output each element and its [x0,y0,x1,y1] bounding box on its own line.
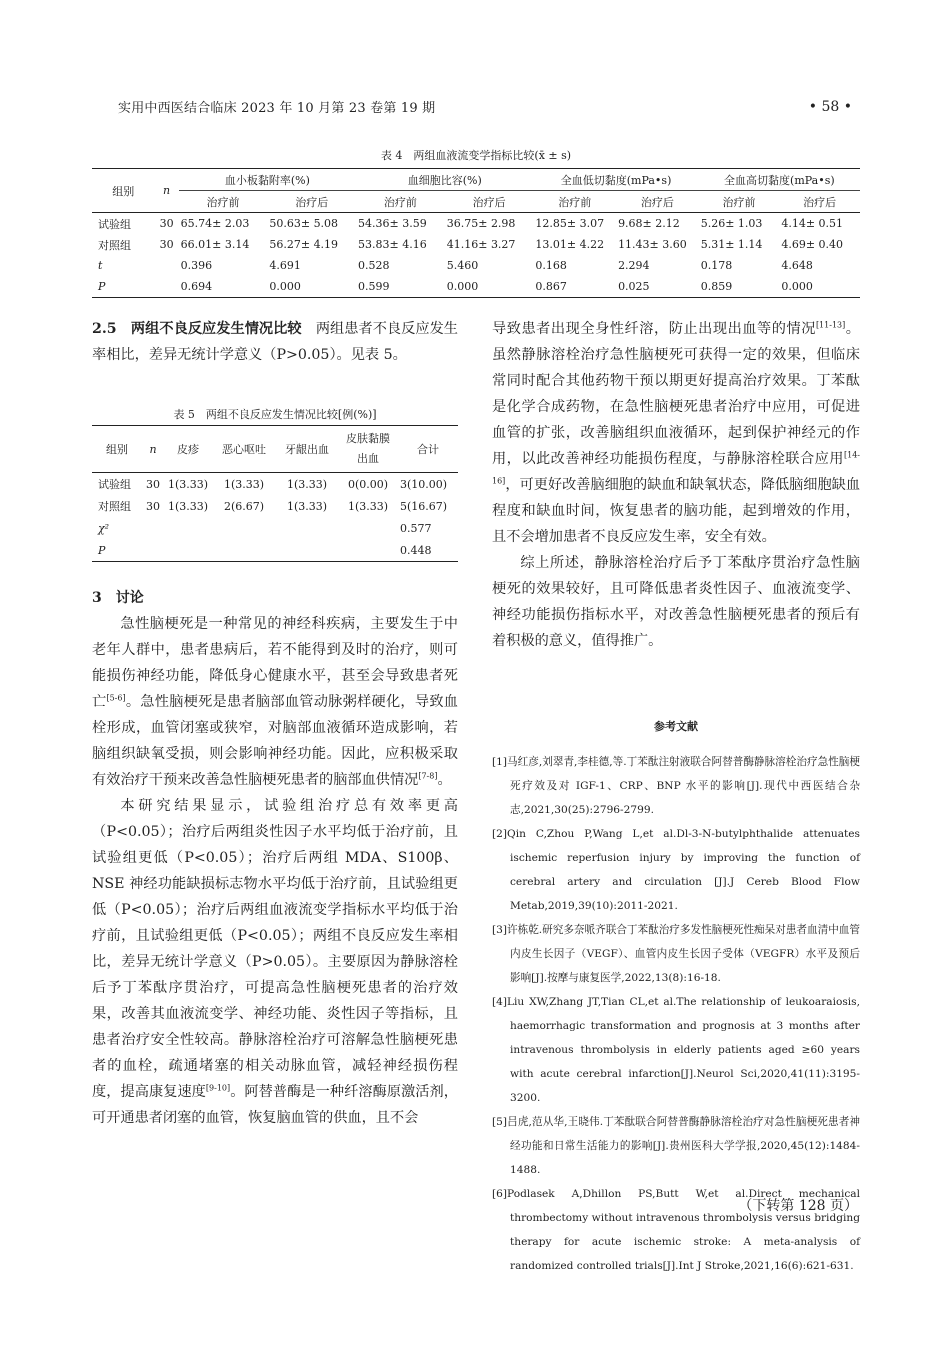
table-cell: 4.691 [269,259,301,272]
t4-col-group: 组别 [92,169,154,213]
table-cell [164,517,212,539]
table-cell: P [98,280,106,293]
table-cell: 1(3.33) [286,477,328,491]
table-cell: 0.000 [269,280,301,293]
table-cell: 0.000 [446,280,479,293]
table-cell: 0.178 [700,259,733,272]
t4-subheader: 治疗后 [472,195,506,209]
table4-caption: 表 4 两组血液流变学指标比较(x̄ ± s) [380,149,572,162]
t5-header: 皮疹 [177,443,199,456]
table-cell: t [98,259,103,272]
table-cell [142,539,164,562]
table-cell [338,517,398,539]
table-cell: 9.68± 2.12 [618,217,680,230]
t4-subheader: 治疗后 [295,195,329,209]
table-cell: 12.85± 3.07 [535,217,605,230]
table-cell: 53.83± 4.16 [358,238,427,251]
journal-header: 实用中西医结合临床 2023 年 10 月第 23 卷第 19 期 [118,101,436,116]
section-2-5 [92,316,458,368]
t4-subheader: 治疗前 [722,195,756,209]
table-cell: 13.01± 4.22 [535,238,605,251]
table-cell [338,539,398,562]
table-cell: 0.694 [180,280,213,293]
table-cell: 5(16.67) [400,499,448,513]
section-2-5-text: 两组患者不良反应发生率相比，差异无统计学意义（P>0.05）。见表 5。 [92,321,458,363]
t5-header: n [149,442,157,456]
references [492,704,860,1278]
reference-item: [5]吕虎,范从华,王晓伟.丁苯酞联合阿替普酶静脉溶栓治疗对急性脑梗死患者神经功能和日常生活能力的影响[J].贵州医科大学学报,2020,45(12):1484-1488. [492,1116,860,1176]
table-cell: 4.648 [781,259,813,272]
discussion-right [492,316,860,654]
table-cell: 0.025 [618,280,650,293]
table-cell: 30 [146,477,160,491]
reference-item: [2]Qin C,Zhou P,Wang L,et al.Dl-3-N-butylphthalide attenuates ischemic reperfusion injury by improving the function of cerebral artery and circulation [J].J Cereb Blood Flow Metab,2019,39(10):2011-2021. [492,828,860,912]
table-cell: 试验组 [98,478,131,491]
t5-header: 组别 [106,443,128,456]
t4-subheader: 治疗前 [206,195,240,209]
table-cell: 1(3.33) [286,499,328,513]
table-cell: 2(6.67) [223,499,265,513]
table-cell: 2.294 [618,259,650,272]
continued-note: （下转第 128 页） [738,1198,858,1214]
section-3-heading: 3 讨论 [92,590,144,606]
reference-item: [6]Podlasek A,Dhillon PS,Butt W,et al.Direct mechanical thrombectomy without intravenous thrombolysis versus bridging therapy for acute ischemic stroke: A meta-analysis of randomized controlled trials[J].Int J Stroke,2021,16(6):621-631. [492,1188,860,1272]
table-cell: 66.01± 3.14 [180,238,250,251]
table-cell: 5.31± 1.14 [700,238,763,251]
table-cell: 11.43± 3.60 [618,238,687,251]
table-row [92,539,458,562]
table-cell: 65.74± 2.03 [180,217,250,230]
table5 [92,425,458,562]
table-row [92,255,860,276]
table-cell: 0.859 [700,280,733,293]
table-cell: 0.599 [358,280,390,293]
t4-subheader: 治疗前 [383,195,417,209]
table-cell: 4.14± 0.51 [781,217,844,230]
t5-header: 合计 [417,443,439,456]
t4-group-header: 全血低切黏度(mPa•s) [533,169,698,191]
table-cell: 0.448 [400,543,432,557]
table-cell [212,517,276,539]
table-cell: 0.528 [358,259,390,272]
table-cell: 1(3.33) [167,499,209,513]
table-cell [164,539,212,562]
table-cell: 36.75± 2.98 [446,217,516,230]
table-cell: 试验组 [98,217,131,231]
t5-header: 皮肤黏膜出血 [346,432,390,465]
t4-subheader: 治疗前 [558,195,592,209]
table-cell [154,255,178,276]
reference-item: [4]Liu XW,Zhang JT,Tian CL,et al.The relationship of leukoaraiosis, haemorrhagic transformation and prognosis at 3 months after intravenous thrombolysis in elderly patients aged ≥60 years with acute cerebral infarction[J].Neurol Sci,2020,41(11):3195-3200. [492,996,860,1104]
table4 [92,168,860,298]
page-number: • 58 • [808,99,852,115]
table-cell: 1(3.33) [167,477,209,491]
table-cell: 30 [159,217,174,230]
t4-group-header: 全血高切黏度(mPa•s) [699,169,860,191]
table-cell [276,517,338,539]
paragraph: 综上所述，静脉溶栓治疗后予丁苯酞序贯治疗急性脑梗死的效果较好，且可降低患者炎性因子、血液流变学、神经功能损伤指标水平，对改善急性脑梗死患者的预后有着积极的意义，值得推广。 [492,555,860,649]
table-cell: 0.000 [781,280,813,293]
table-cell: P [98,543,106,557]
t5-header: 牙龈出血 [285,443,329,456]
table-cell: 30 [159,238,174,251]
table-cell: 0.168 [535,259,567,272]
table-cell [212,539,276,562]
table-cell: 1(3.33) [347,499,389,513]
table-cell: 对照组 [98,500,131,513]
table-cell: 0.577 [400,521,432,535]
table-cell: 30 [146,499,160,513]
t4-subheader: 治疗后 [640,195,674,209]
table-cell: 0.867 [535,280,567,293]
table-row [92,276,860,298]
table-cell [276,539,338,562]
table5-caption: 表 5 两组不良反应发生情况比较[例(%)] [173,408,377,421]
table-row [92,495,458,517]
table-cell [142,517,164,539]
table-cell: 5.26± 1.03 [700,217,763,230]
table-row [92,234,860,255]
table-cell: 0(0.00) [347,477,389,491]
table-cell [154,276,178,298]
table-cell: 3(10.00) [400,477,448,491]
table-cell: 56.27± 4.19 [269,238,339,251]
t4-col-n: n [154,169,178,213]
references-title: 参考文献 [654,720,698,733]
table-row [92,473,458,496]
t4-subheader: 治疗后 [803,195,837,209]
section-2-5-heading: 2.5 两组不良反应发生情况比较 [92,321,302,337]
reference-item: [1]马红彦,刘翠青,李桂德,等.丁苯酞注射液联合阿替普酶静脉溶栓治疗急性脑梗死疗效及对 IGF-1、CRP、BNP 水平的影响[J].现代中西医结合杂志,2021,30(25):2796-2799. [492,756,860,816]
table-cell: χ² [98,521,110,535]
table-cell: 50.63± 5.08 [269,217,339,230]
table-cell: 对照组 [98,238,131,252]
table-row [92,517,458,539]
reference-item: [3]许栋乾.研究多奈哌齐联合丁苯酞治疗多发性脑梗死性痴呆对患者血清中血管内皮生长因子（VEGF）、血管内皮生长因子受体（VEGFR）水平及预后影响[J].按摩与康复医学,2022,13(8):16-18. [492,924,860,984]
paragraph: 本研究结果显示，试验组治疗总有效率更高（P<0.05）；治疗后两组炎性因子水平均低于治疗前，且试验组更低（P<0.05）；治疗后两组 MDA、S100β、NSE 神经功能缺损标志物水平均低于治疗前，且试验组更低（P<0.05）；治疗后两组血液流变学指标水平均低于治疗前，且试验组更低（P<0.05）；两组不良反应发生率相比，差异无统计学意义（P>0.05）。主要原因为静脉溶栓后予丁苯酞序贯治疗，可提高急性脑梗死患者的治疗效果，改善其血液流变学、神经功能、炎性因子等指标，且患者治疗安全性较高。静脉溶栓治疗可溶解急性脑梗死患者的血栓，疏通堵塞的相关动脉血管，减轻神经损伤程度，提高康复速度[9-10]。阿替普酶是一种纤溶酶原激活剂，可开通患者闭塞的血管，恢复脑血管的供血，且不会 [92,798,458,1126]
paragraph: 导致患者出现全身性纤溶，防止出现出血等的情况[11-13]。虽然静脉溶栓治疗急性脑梗死可获得一定的效果，但临床常同时配合其他药物干预以期更好提高治疗效果。丁苯酞是化学合成药物，在急性脑梗死患者治疗中应用，可促进血管的扩张，改善脑组织血液循环，起到保护神经元的作用，以此改善神经功能损伤程度，与静脉溶栓联合应用[14-16]，可更好改善脑细胞的缺血和缺氧状态，降低脑细胞缺血程度和缺血时间，恢复患者的脑功能，起到增效的作用，且不会增加患者不良反应发生率，安全有效。 [492,320,861,545]
table-cell: 5.460 [446,259,479,272]
discussion-left [92,585,458,1131]
t5-header: 恶心呕吐 [222,443,266,456]
table-cell: 54.36± 3.59 [358,217,427,230]
table-row [92,213,860,235]
table-cell: 1(3.33) [223,477,265,491]
table-cell: 41.16± 3.27 [446,238,516,251]
t4-group-header: 血细胞比容(%) [356,169,533,191]
table-cell: 4.69± 0.40 [781,238,844,251]
t4-group-header: 血小板黏附率(%) [179,169,356,191]
table-cell: 0.396 [180,259,213,272]
paragraph: 急性脑梗死是一种常见的神经科疾病，主要发生于中老年人群中，患者患病后，若不能得到及时的治疗，则可能损伤神经功能，降低身心健康水平，甚至会导致患者死亡[5-6]。急性脑梗死是患者脑部血管动脉粥样硬化，导致血栓形成，血管闭塞或狭窄，对脑部血液循环造成影响，若脑组织缺氧受损，则会影响神经功能。因此，应积极采取有效治疗干预来改善急性脑梗死患者的脑部血供情况[7-8]。 [92,616,458,788]
